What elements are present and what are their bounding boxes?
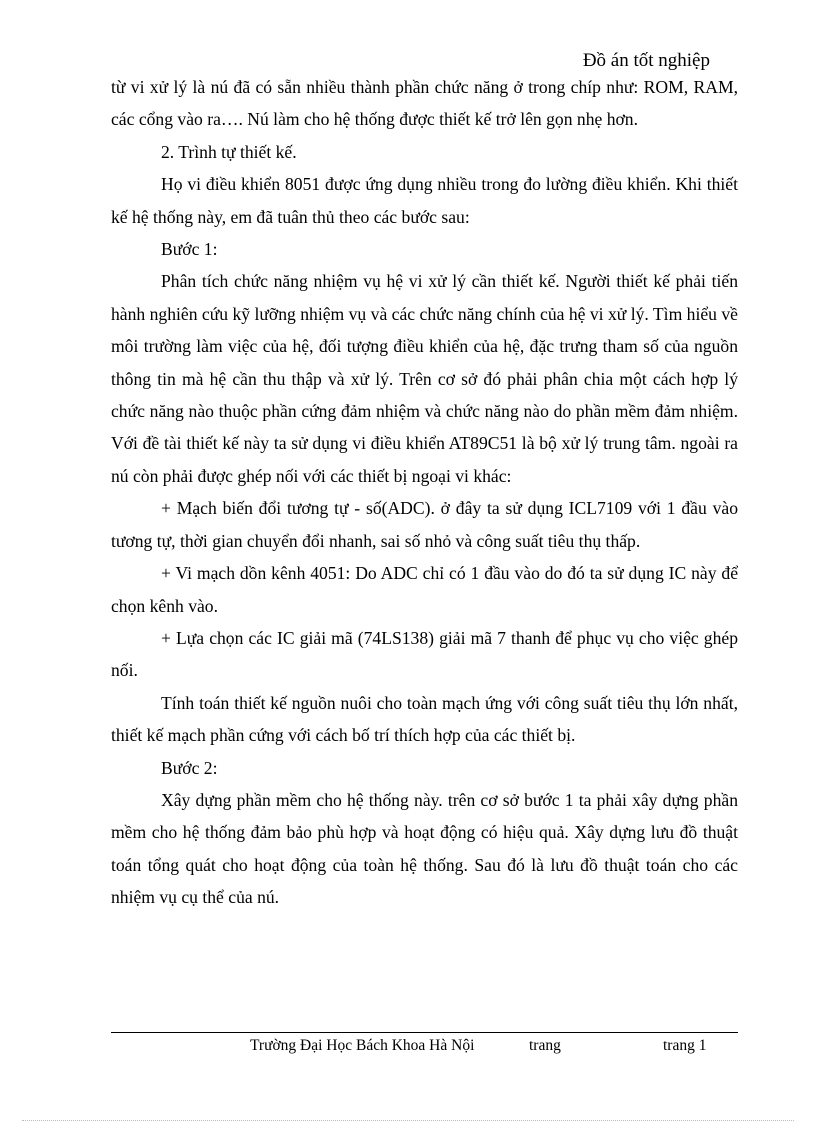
header-title: Đồ án tốt nghiệp (582, 50, 710, 71)
paragraph: Xây dựng phần mềm cho hệ thống này. trên cơ sở bước 1 ta phải xây dựng phần mềm cho hệ thống đảm bảo phù hợp và hoạt động có hiệu quả. Xây dựng lưu đồ thuật toán tổng quát cho hoạt động của toàn hệ thống. Sau đó là lưu đồ thuật toán cho các nhiệm vụ cụ thể của nú. (111, 789, 738, 908)
footer-divider (111, 1032, 738, 1033)
paragraph: Họ vi điều khiển 8051 được ứng dụng nhiều trong đo lường điều khiển. Khi thiết kế hệ thống này, em đã tuân thủ theo các bước sau: (111, 174, 738, 227)
step-heading: Bước 1: (161, 239, 218, 260)
paragraph: từ vi xử lý là nú đã có sẵn nhiều thành phần chức năng ở trong chíp như: ROM, RAM, các cổng vào ra…. Nú làm cho hệ thống được thiết kế trở lên gọn nhẹ hơn. (111, 77, 738, 130)
footer (0, 1037, 816, 1061)
section-heading: 2. Trình tự thiết kế. (161, 141, 297, 162)
page-edge-divider (22, 1120, 794, 1121)
footer-page-number: trang 1 (663, 1037, 707, 1054)
paragraph: Tính toán thiết kế nguồn nuôi cho toàn mạch ứng với công suất tiêu thụ lớn nhất, thiết kế mạch phần cứng với cách bố trí thích hợp của các thiết bị. (111, 692, 738, 746)
document-body (111, 71, 738, 914)
list-item: + Lựa chọn các IC giải mã (74LS138) giải mã 7 thanh để phục vụ cho việc ghép nối. (111, 627, 738, 681)
step-heading: Bước 2: (161, 757, 218, 778)
paragraph: Phân tích chức năng nhiệm vụ hệ vi xử lý cần thiết kế. Người thiết kế phải tiến hành nghiên cứu kỹ lưỡng nhiệm vụ và các chức năng chính của hệ vi xử lý. Tìm hiểu về môi trường làm việc của hệ, đối tượng điều khiển của hệ, đặc trưng tham số của nguồn thông tin mà hệ cần thu thập và xử lý. Trên cơ sở đó phải phân chia một cách hợp lý chức năng nào thuộc phần cứng đảm nhiệm và chức năng nào do phần mềm đảm nhiệm. Với đề tài thiết kế này ta sử dụng vi điều khiển AT89C51 là bộ xử lý trung tâm. ngoài ra nú còn phải được ghép nối với các thiết bị ngoại vi khác: (111, 271, 738, 486)
list-item: + Mạch biến đổi tương tự - số(ADC). ở đây ta sử dụng ICL7109 với 1 đầu vào tương tự, thời gian chuyển đổi nhanh, sai số nhỏ và công suất tiêu thụ thấp. (111, 498, 738, 551)
footer-school: Trường Đại Học Bách Khoa Hà Nội (250, 1037, 475, 1054)
list-item: + Vi mạch dồn kênh 4051: Do ADC chỉ có 1 đầu vào do đó ta sử dụng IC này để chọn kênh vào. (111, 563, 738, 616)
footer-trang-label: trang (529, 1037, 561, 1054)
